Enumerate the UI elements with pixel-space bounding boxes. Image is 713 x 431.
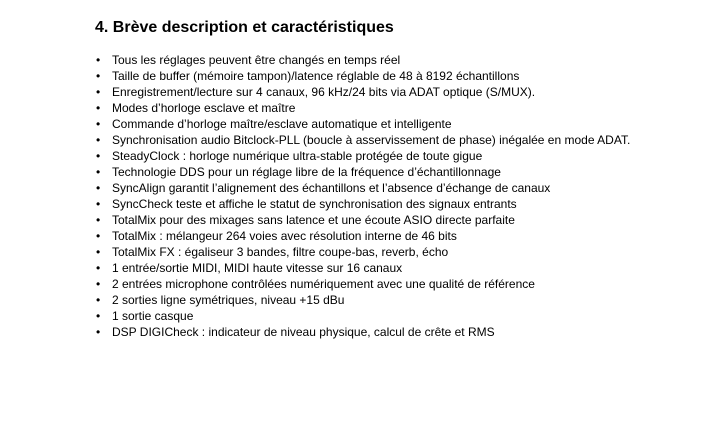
bullet-icon: • (96, 229, 101, 243)
list-item (95, 212, 660, 228)
list-item (95, 292, 660, 308)
list-item-text: SteadyClock : horloge numérique ultra-stable protégée de toute gigue (112, 149, 483, 163)
bullet-icon: • (96, 85, 101, 99)
bullet-icon: • (96, 149, 101, 163)
bullet-icon: • (96, 133, 101, 147)
bullet-icon: • (96, 101, 101, 115)
bullet-icon: • (96, 261, 101, 275)
list-item (95, 84, 660, 100)
bullet-icon: • (96, 197, 101, 211)
list-item-text: SyncAlign garantit l’alignement des échantillons et l’absence d’échange de canaux (112, 181, 551, 195)
list-item (95, 68, 660, 84)
list-item (95, 100, 660, 116)
list-item-text: TotalMix : mélangeur 264 voies avec résolution interne de 46 bits (112, 229, 457, 243)
list-item-text: Taille de buffer (mémoire tampon)/latence réglable de 48 à 8192 échantillons (112, 69, 520, 83)
list-item (95, 324, 660, 340)
list-item-text: Enregistrement/lecture sur 4 canaux, 96 kHz/24 bits via ADAT optique (S/MUX). (112, 85, 536, 99)
bullet-icon: • (96, 325, 101, 339)
list-item (95, 164, 660, 180)
list-item (95, 132, 660, 148)
bullet-icon: • (96, 53, 101, 67)
list-item (95, 308, 660, 324)
bullet-icon: • (96, 293, 101, 307)
bullet-icon: • (96, 213, 101, 227)
list-item (95, 52, 660, 68)
list-item (95, 244, 660, 260)
list-item (95, 228, 660, 244)
bullet-icon: • (96, 117, 101, 131)
list-item (95, 260, 660, 276)
section-heading: 4. Brève description et caractéristiques (95, 19, 394, 36)
list-item (95, 196, 660, 212)
bullet-icon: • (96, 181, 101, 195)
bullet-icon: • (96, 245, 101, 259)
list-item-text: TotalMix FX : égaliseur 3 bandes, filtre coupe-bas, reverb, écho (112, 245, 449, 259)
list-item-text: Commande d’horloge maître/esclave automatique et intelligente (112, 117, 452, 131)
list-item-text: 2 entrées microphone contrôlées numériquement avec une qualité de référence (112, 277, 535, 291)
list-item-text: 2 sorties ligne symétriques, niveau +15 dBu (112, 293, 345, 307)
list-item-text: TotalMix pour des mixages sans latence et une écoute ASIO directe parfaite (112, 213, 515, 227)
bullet-icon: • (96, 309, 101, 323)
feature-list (95, 52, 660, 340)
list-item-text: Modes d’horloge esclave et maître (112, 101, 296, 115)
list-item (95, 148, 660, 164)
list-item (95, 116, 660, 132)
bullet-icon: • (96, 165, 101, 179)
list-item-text: SyncCheck teste et affiche le statut de synchronisation des signaux entrants (112, 197, 517, 211)
list-item-text: 1 sortie casque (112, 309, 194, 323)
list-item-text: DSP DIGICheck : indicateur de niveau physique, calcul de crête et RMS (112, 325, 495, 339)
bullet-icon: • (96, 277, 101, 291)
list-item (95, 276, 660, 292)
list-item-text: 1 entrée/sortie MIDI, MIDI haute vitesse sur 16 canaux (112, 261, 403, 275)
list-item-text: Technologie DDS pour un réglage libre de la fréquence d’échantillonnage (112, 165, 501, 179)
list-item-text: Synchronisation audio Bitclock-PLL (boucle à asservissement de phase) inégalée en mode ADAT. (112, 133, 631, 147)
list-item (95, 180, 660, 196)
bullet-icon: • (96, 69, 101, 83)
list-item-text: Tous les réglages peuvent être changés en temps réel (112, 53, 401, 67)
